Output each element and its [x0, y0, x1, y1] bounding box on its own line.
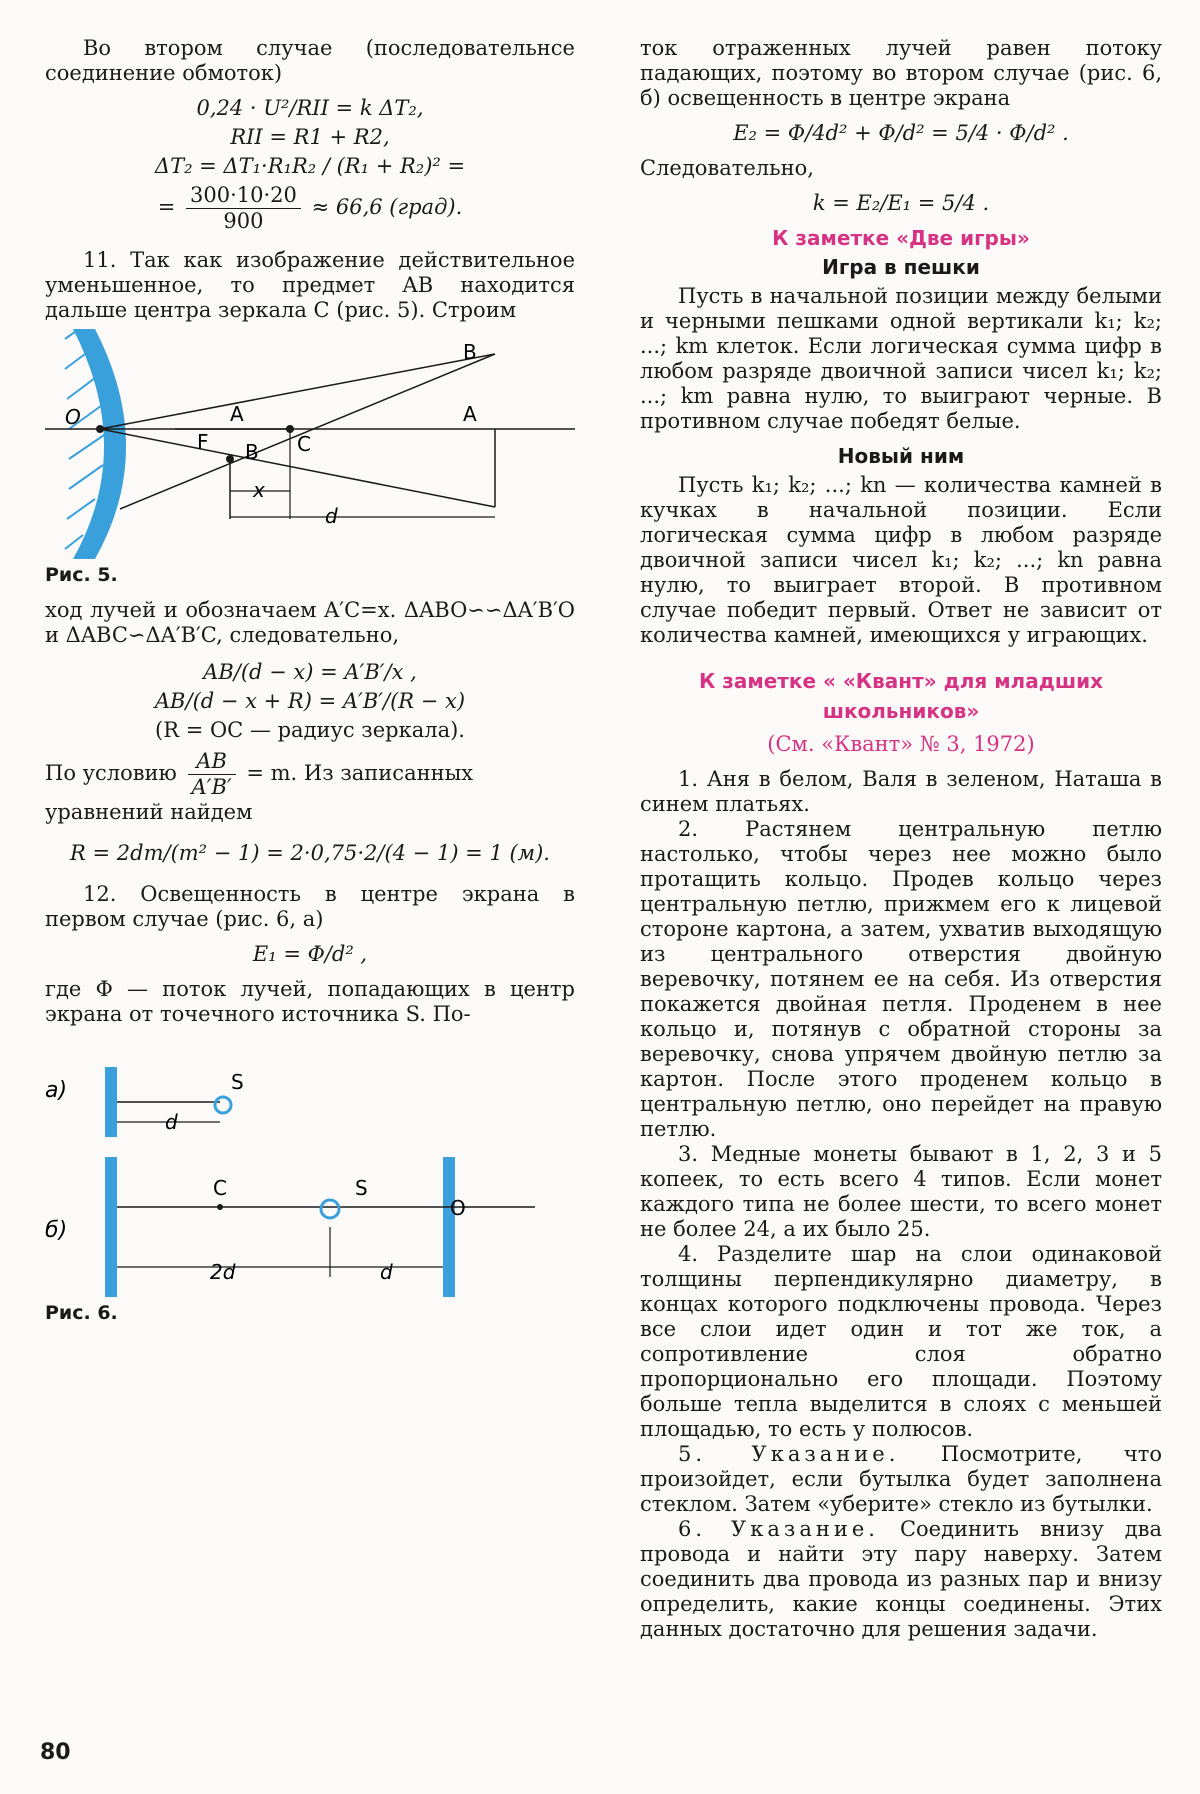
- condition-text-start: По условию: [45, 761, 177, 785]
- answer-1: 1. Аня в белом, Валя в зеленом, Наташа в синем платьях.: [640, 767, 1162, 816]
- equation-6: AB/(d − x + R) = A′B′/(R − x): [154, 689, 466, 713]
- point-o: [96, 425, 104, 433]
- right-paragraph-1: ток отраженных лучей равен потоку падающих, поэтому во втором случае (рис. 6, б) освещенность в центре экрана: [640, 36, 1162, 110]
- condition-text-end: = m. Из записанных: [246, 761, 474, 785]
- answer-5-text: Посмотрите, что произойдет, если бутылка будет заполнена стеклом. Затем «уберите» стекло из бутылки.: [640, 1442, 1162, 1516]
- equation-7: (R = OC — радиус зеркала).: [155, 718, 465, 742]
- equation-5: AB/(d − x) = A′B′/x ,: [203, 660, 417, 684]
- concave-mirror: [73, 329, 126, 559]
- point-b-image: [226, 455, 234, 463]
- ray-o-b: [100, 354, 495, 429]
- left-column: [45, 36, 575, 1336]
- label-c: C: [297, 432, 311, 456]
- label-b-object: B: [463, 340, 477, 364]
- left-paragraph-4: По условию $\frac{AB}{A'B'}$ = m. Из записанных: [45, 749, 474, 799]
- eq4-denominator: 900: [223, 209, 264, 233]
- label-a-object: A: [463, 402, 477, 426]
- nim-paragraph: Пусть k₁; k₂; ...; kn — количества камней в кучках в начальной позиции. Если логическая сумма цифр в любом разряде двоичной записи чисел k₁; k₂; ...; kn равна нулю, то выиграет второй. В противном случае победит первый. Ответ не зависит от количества камней, имеющихся у играющих.: [640, 473, 1162, 647]
- right-paragraph-2: Следовательно,: [640, 156, 814, 180]
- screen-a: [105, 1067, 117, 1137]
- right-equation-2: k = E₂/E₁ = 5/4 .: [812, 191, 990, 215]
- figure-5-mirror-diagram: [45, 329, 575, 559]
- left-paragraph-5: 12. Освещенность в центре экрана в первом случае (рис. 6, а): [45, 882, 575, 931]
- equation-8: R = 2dm/(m² − 1) = 2·0,75·2/(4 − 1) = 1 (м).: [70, 841, 550, 865]
- left-paragraph-1: Во втором случае (последовательнсе соединение обмоток): [45, 36, 575, 85]
- screen-b: [105, 1157, 117, 1297]
- pawns-paragraph: Пусть в начальной позиции между белыми и черными пешками одной вертикали k₁; k₂; ...; km клеток. Если логическая сумма цифр в любом разряде двоичной записи чисел k₁; k₂; ...; km равна нулю, то выиграют черные. В противном случае победят белые.: [640, 284, 1162, 433]
- label-b-image: B: [245, 440, 259, 464]
- equation-4: = $\frac{300\cdot 10\cdot 20}{900}$ ≈ 66,6 (град).: [157, 183, 463, 233]
- figure-6-caption: Рис. 6.: [45, 1302, 118, 1324]
- left-paragraph-4-cont: уравнений найдем: [45, 800, 253, 824]
- equation-3: ΔT₂ = ΔT₁·R₁R₂ / (R₁ + R₂)² =: [154, 154, 466, 178]
- source-s-b: [321, 1200, 339, 1218]
- left-paragraph-3: ход лучей и обозначаем A′C=x. ΔABO∽∽ΔA′B′O и ΔABC∽ΔA′B′C, следовательно,: [45, 598, 575, 647]
- label-b: б): [45, 1218, 68, 1243]
- section-subheading-kvant: (См. «Квант» № 3, 1972): [767, 732, 1035, 756]
- source-s-a: [215, 1097, 231, 1113]
- subheading-nim: Новый ним: [837, 444, 965, 468]
- label-o: O: [65, 405, 81, 429]
- label-2d: 2d: [210, 1260, 236, 1284]
- answer-5-label: 5. Указание.: [678, 1442, 900, 1466]
- answer-2: 2. Растянем центральную петлю настолько, чтобы через нее можно было протащить кольцо. Продев кольцо через центральную петлю, прижмем его к лицевой стороне картона, а затем, ухватив выходящую из центрального отверстия двойную веревочку, потянем ее на себя. Из отверстия покажется двойная петля. Проденем в нее кольцо и, потянув с обратной стороны за веревочку, снова упрячем двойную петлю за картон. После этого проденем кольцо в центральную петлю, оно перейдет на правую петлю.: [640, 817, 1162, 1141]
- answer-6-text: Соединить внизу два провода и найти эту пару наверху. Затем соединить два провода из разных пар и внизу определить, какие концы соединены. Этих данных достаточно для решения задачи.: [640, 1517, 1162, 1641]
- answer-3: 3. Медные монеты бывают в 1, 2, 3 и 5 копеек, то есть всего 4 типов. Если монет каждого типа не более шести, то всего монет не более 24, а их было 25.: [640, 1142, 1162, 1241]
- label-a-image: A: [230, 402, 244, 426]
- right-equation-1: E₂ = Φ/4d² + Φ/d² = 5/4 · Φ/d² .: [733, 121, 1069, 145]
- answer-4: 4. Разделите шар на слои одинаковой толщины перпендикулярно диаметру, в концах которого подключены провода. Через все слои идет один и тот же ток, а сопротивление слоя обратно пропорционально его площади. Поэтому больше тепла выделится в слоях с меньшей площадью, то есть у полюсов.: [640, 1242, 1162, 1441]
- section-heading-two-games: К заметке «Две игры»: [772, 226, 1030, 250]
- left-paragraph-2: 11. Так как изображение действительное уменьшенное, то предмет AB находится дальше центра зеркала C (рис. 5). Строим: [45, 248, 575, 322]
- equation-1: 0,24 · U²/RII = k ΔT₂,: [196, 96, 424, 120]
- label-c-b: C: [213, 1176, 227, 1200]
- label-d-b: d: [380, 1260, 393, 1284]
- label-a: а): [45, 1078, 68, 1103]
- equation-2: RII = R1 + R2,: [230, 125, 390, 149]
- section-heading-kvant: К заметке « «Квант» для младших школьников»: [698, 669, 1104, 723]
- mirror-b: [443, 1157, 455, 1297]
- figure-6-diagram: [45, 1067, 575, 1297]
- eq4-numerator: 300·10·20: [186, 183, 301, 209]
- page-number: 80: [40, 1740, 71, 1765]
- label-d: d: [325, 504, 338, 528]
- label-o-b: O: [450, 1196, 466, 1220]
- figure-5-caption: Рис. 5.: [45, 564, 118, 586]
- right-column: [640, 36, 1162, 1642]
- subheading-pawns: Игра в пешки: [822, 255, 980, 279]
- label-s-a: S: [231, 1070, 244, 1094]
- left-paragraph-6: где Φ — поток лучей, попадающих в центр экрана от точечного источника S. По-: [45, 977, 575, 1026]
- label-f: F: [197, 430, 209, 454]
- equation-9: E₁ = Φ/d² ,: [252, 942, 368, 966]
- label-s-b: S: [355, 1176, 368, 1200]
- eq4-result: ≈ 66,6 (град).: [311, 195, 463, 219]
- answer-6-label: 6. Указание.: [678, 1517, 879, 1541]
- label-d-a: d: [165, 1110, 178, 1134]
- answer-5: [640, 1442, 1162, 1517]
- answer-6: [640, 1517, 1162, 1642]
- label-x: x: [253, 478, 265, 502]
- point-c: [286, 425, 294, 433]
- point-c-b: [217, 1204, 223, 1210]
